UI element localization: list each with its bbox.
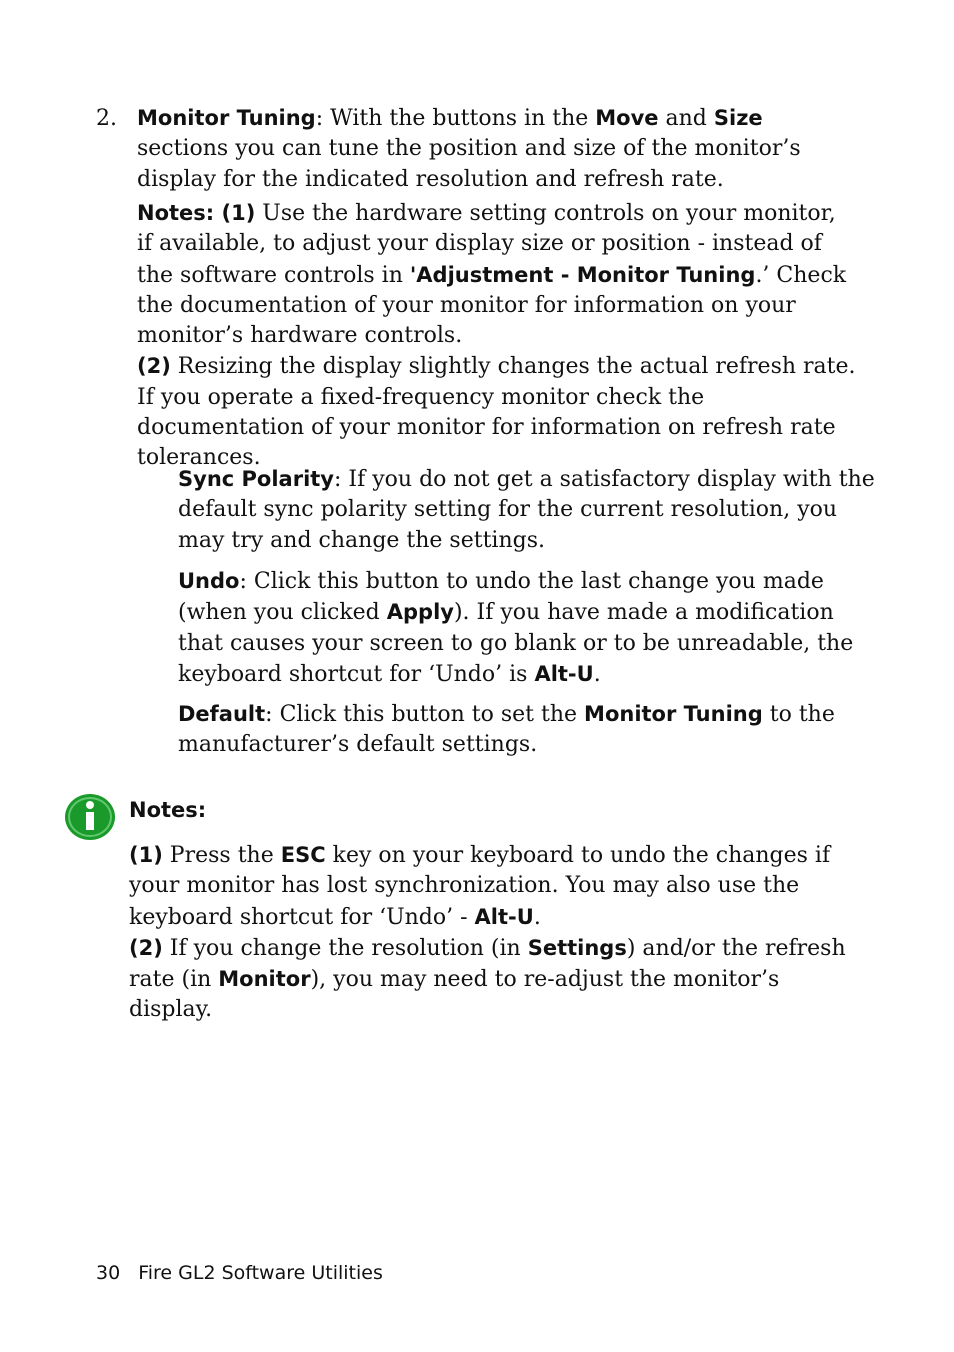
bold-term: Alt-U: [474, 904, 534, 929]
monitor-tuning-paragraph: Monitor Tuning: With the buttons in the Move and Size sections you can tune the position and size of the monitor’s display for the indicated resolution and refresh rate.: [137, 106, 801, 192]
info-icon: [64, 793, 116, 841]
bold-term: (2): [137, 354, 171, 379]
bold-term: Undo: [178, 569, 240, 593]
bold-term: Notes: (1): [137, 201, 256, 225]
undo-paragraph: Undo: Click this button to undo the last change you made (when you clicked Apply). If you have made a modification that causes your screen to go blank or to be unreadable, the keyboard shortcut for ‘Undo’ is Alt-U.: [178, 569, 854, 687]
default-paragraph: Default: Click this button to set the Monitor Tuning to the manufacturer’s default settings.: [178, 702, 835, 758]
bold-term: (2): [129, 935, 163, 960]
bold-term: Move: [595, 106, 659, 130]
bold-term: Sync Polarity: [178, 467, 334, 491]
bold-term: Settings: [527, 935, 627, 960]
page-footer: [96, 1262, 401, 1284]
page-number: 30: [96, 1262, 121, 1284]
bold-term: Default: [178, 702, 266, 726]
bold-term: 'Adjustment - Monitor Tuning: [409, 262, 756, 287]
bold-term: Monitor: [218, 967, 311, 992]
footer-title: Fire GL2 Software Utilities: [138, 1262, 383, 1284]
bold-term: ESC: [280, 843, 326, 867]
bold-term: Monitor Tuning: [137, 106, 316, 130]
bold-term: Apply: [386, 600, 454, 625]
bold-term: Alt-U: [534, 661, 594, 686]
bold-term: Monitor Tuning: [584, 702, 763, 726]
sync-polarity-paragraph: Sync Polarity: If you do not get a satisfactory display with the default sync polarity setting for the current resolution, you may try and change the settings.: [178, 467, 875, 553]
bold-term: (1): [129, 843, 163, 867]
list-number: 2.: [96, 106, 117, 131]
notes-paragraph: Notes: (1) Use the hardware setting controls on your monitor, if available, to adjust your display size or position - instead of the software controls in 'Adjustment - Monitor Tuning.’ Check the documentation of your monitor for information on your monitor’s hardware controls. (2) Resizing the display slightly changes the actual refresh rate. If you operate a fixed-frequency monitor check the documentation of your monitor for information on refresh rate tolerances.: [137, 201, 856, 471]
notes-heading: Notes:: [129, 798, 207, 822]
bold-term: Size: [713, 106, 763, 130]
notes-box-body: (1) Press the ESC key on your keyboard to undo the changes if your monitor has lost synchronization. You may also use the keyboard shortcut for ‘Undo’ - Alt-U. (2) If you change the resolution (in Settings) and/or the refresh rate (in Monitor), you may need to re-adjust the monitor’s display.: [129, 843, 846, 1023]
